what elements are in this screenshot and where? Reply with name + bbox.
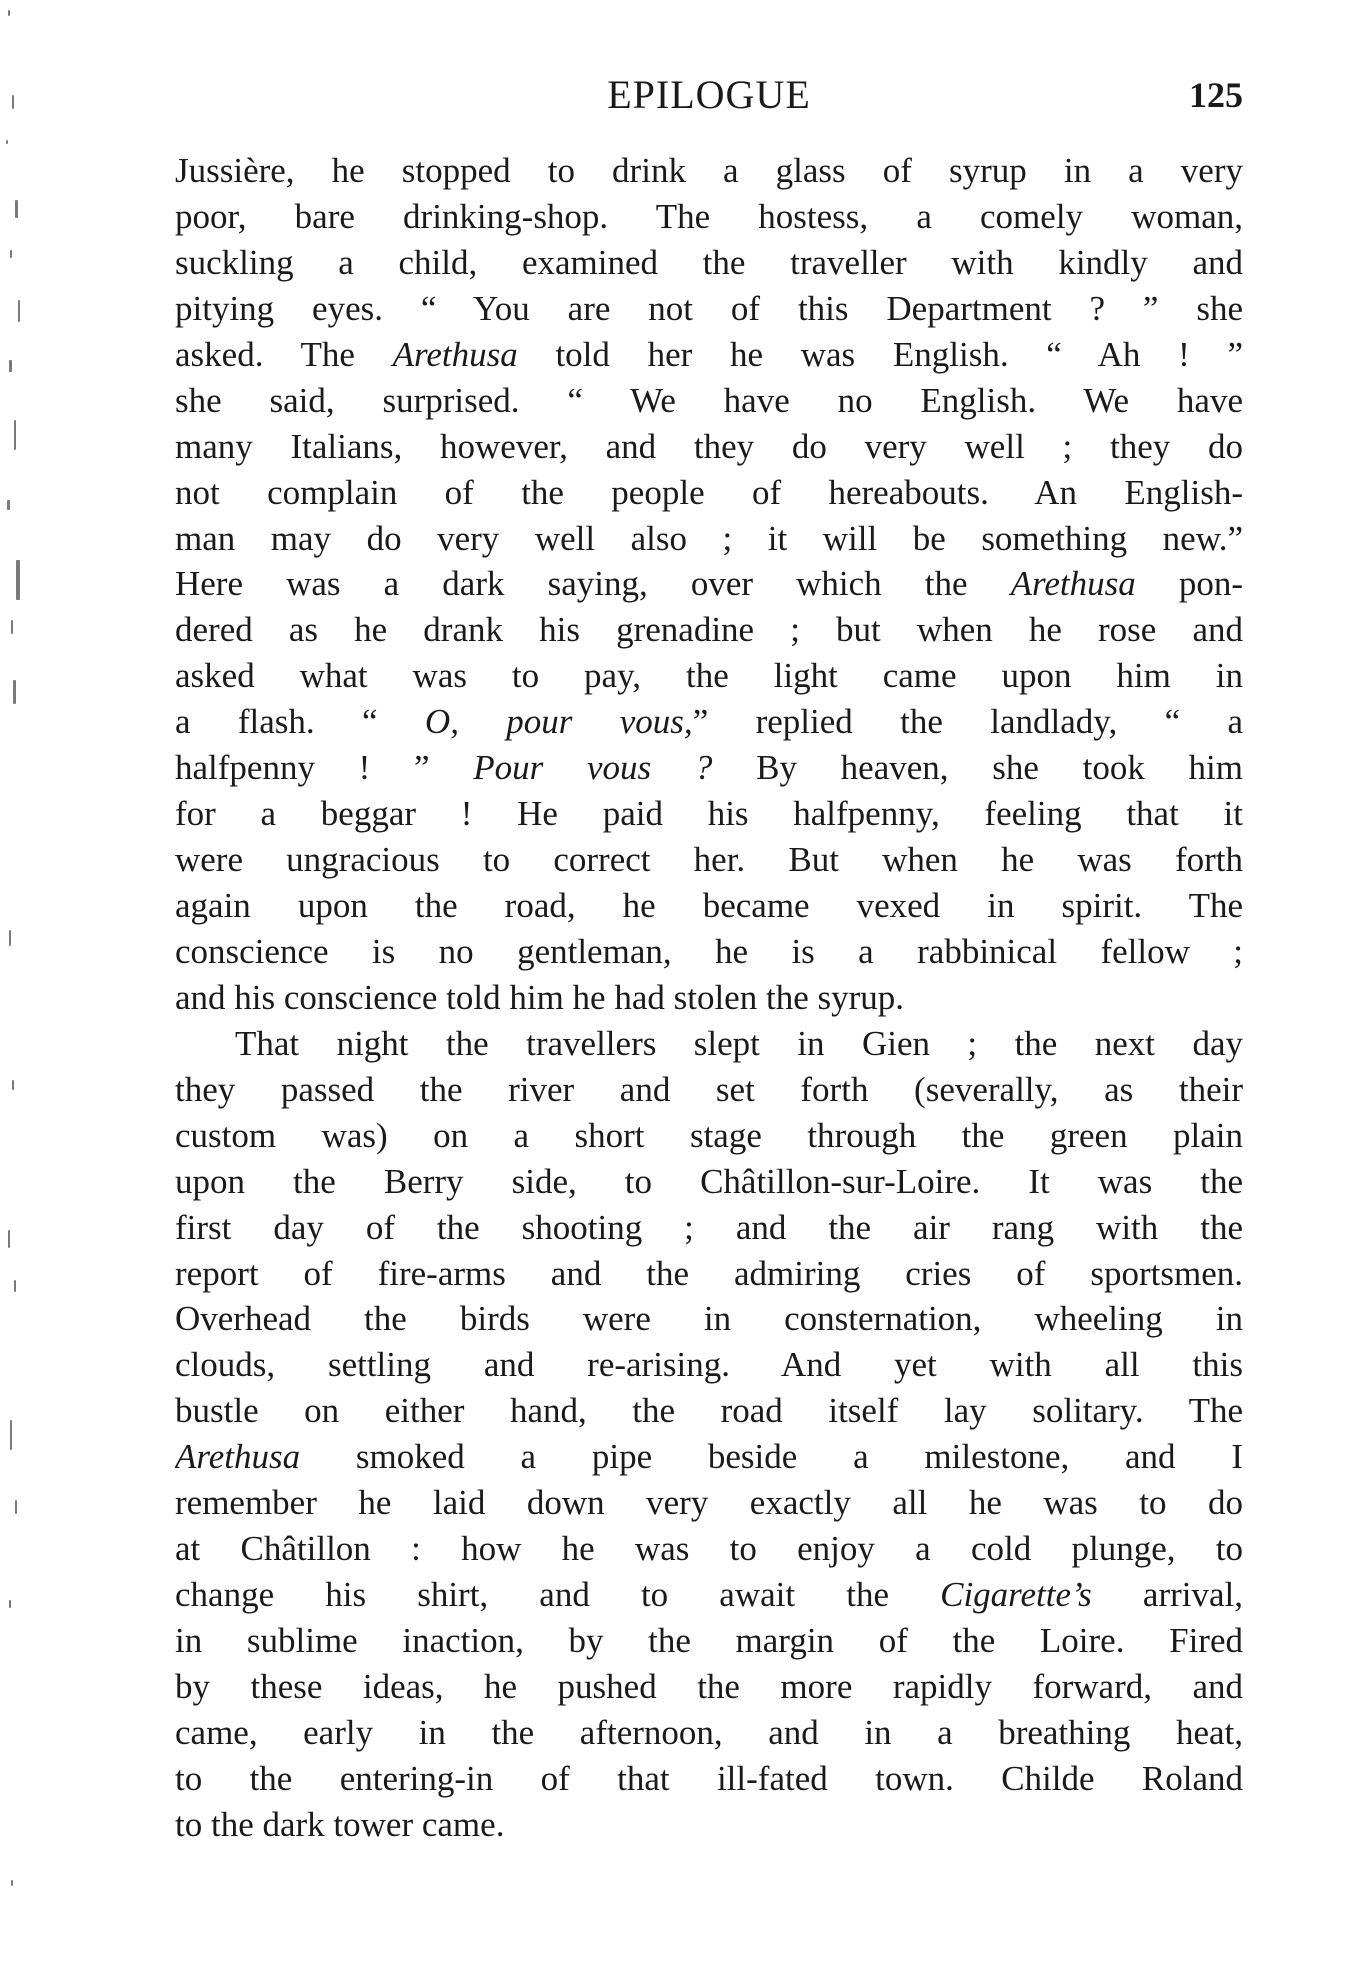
- text-line: [175, 1710, 1243, 1756]
- text-segment: man may do very well also ; it will be something new.”: [175, 518, 1243, 558]
- text-segment: at Châtillon : how he was to enjoy a cold plunge, to: [175, 1529, 1243, 1569]
- text-segment: to the dark tower came.: [175, 1804, 505, 1844]
- scan-speck: [13, 680, 16, 704]
- text-line: [175, 1434, 1243, 1480]
- scan-speck: [10, 1420, 12, 1450]
- text-line: [175, 1205, 1243, 1251]
- text-segment: custom was) on a short stage through the green plain: [175, 1115, 1243, 1155]
- text-segment: Jussière, he stopped to drink a glass of syrup in a very: [175, 151, 1243, 190]
- page-number: 125: [1189, 75, 1243, 115]
- text-line: [175, 791, 1243, 837]
- text-segment: dered as he drank his grenadine ; but when he rose and: [175, 610, 1243, 650]
- italic-text: Arethusa: [1010, 564, 1136, 604]
- text-line: [175, 1664, 1243, 1710]
- paragraph: [175, 1021, 1243, 1848]
- text-line: [175, 148, 1243, 194]
- text-line: [175, 1802, 1243, 1848]
- text-segment: smoked a pipe beside a milestone, and I: [300, 1437, 1243, 1477]
- text-segment: arrival,: [1091, 1575, 1243, 1615]
- text-line: [175, 1480, 1243, 1526]
- italic-text: Arethusa: [392, 334, 518, 374]
- text-line: [175, 1251, 1243, 1297]
- text-line: [175, 1296, 1243, 1342]
- italic-text: Cigarette’s: [940, 1575, 1092, 1615]
- scan-speck: [15, 200, 18, 218]
- text-line: [175, 1388, 1243, 1434]
- scan-speck: [15, 1500, 17, 1514]
- text-line: [175, 1021, 1243, 1067]
- text-line: [175, 1067, 1243, 1113]
- italic-text: Pour vous ?: [473, 748, 713, 788]
- scan-speck: [14, 1280, 16, 1292]
- italic-text: Arethusa: [175, 1437, 301, 1477]
- text-segment: change his shirt, and to await the: [175, 1575, 941, 1615]
- text-line: [175, 745, 1243, 791]
- text-line: [175, 653, 1243, 699]
- text-segment: not complain of the people of hereabouts. An English-: [175, 472, 1243, 512]
- scan-speck: [9, 930, 11, 946]
- text-line: [175, 286, 1243, 332]
- scan-speck: [6, 140, 8, 144]
- text-segment: poor, bare drinking-shop. The hostess, a comely woman,: [175, 196, 1243, 236]
- text-segment: clouds, settling and re-arising. And yet with all this: [175, 1345, 1243, 1385]
- binding-edge: [0, 0, 40, 1967]
- scan-speck: [10, 250, 12, 258]
- text-segment: in sublime inaction, by the margin of the Loire. Fired: [175, 1621, 1243, 1660]
- page-header: [175, 70, 1243, 120]
- scan-speck: [11, 1880, 13, 1886]
- text-line: [175, 883, 1243, 929]
- text-segment: Here was a dark saying, over which the: [175, 564, 1011, 604]
- scan-speck: [9, 1600, 11, 1608]
- text-line: [175, 1113, 1243, 1159]
- text-segment: told her he was English. “ Ah ! ”: [517, 334, 1243, 374]
- scan-speck: [11, 620, 13, 634]
- text-line: [175, 1342, 1243, 1388]
- scan-speck: [12, 95, 14, 109]
- scan-speck: [8, 10, 10, 16]
- text-segment: upon the Berry side, to Châtillon-sur-Loire. It was the: [175, 1161, 1243, 1201]
- text-segment: report of fire-arms and the admiring cries of sportsmen.: [175, 1253, 1243, 1293]
- scan-speck: [12, 1080, 14, 1090]
- scan-speck: [14, 420, 16, 450]
- scan-speck: [7, 500, 10, 510]
- text-line: [175, 1572, 1243, 1618]
- text-segment: halfpenny ! ”: [175, 748, 474, 788]
- text-line: [175, 929, 1243, 975]
- text-line: [175, 194, 1243, 240]
- text-segment: Overhead the birds were in consternation, wheeling in: [175, 1299, 1243, 1339]
- text-segment: By heaven, she took him: [712, 748, 1243, 788]
- text-line: [175, 975, 1243, 1021]
- italic-text: O, pour vous,: [424, 702, 693, 742]
- text-segment: came, early in the afternoon, and in a breathing heat,: [175, 1712, 1243, 1752]
- text-line: [175, 240, 1243, 286]
- text-segment: conscience is no gentleman, he is a rabbinical fellow ;: [175, 931, 1243, 971]
- scan-speck: [16, 560, 20, 600]
- text-segment: they passed the river and set forth (severally, as their: [175, 1069, 1243, 1109]
- text-line: [175, 470, 1243, 516]
- text-line: [175, 699, 1243, 745]
- text-line: [175, 1756, 1243, 1802]
- text-segment: asked what was to pay, the light came upon him in: [175, 656, 1243, 696]
- text-line: [175, 424, 1243, 470]
- paragraph: [175, 148, 1243, 1021]
- text-segment: bustle on either hand, the road itself lay solitary. The: [175, 1391, 1243, 1431]
- text-segment: pitying eyes. “ You are not of this Department ? ” she: [175, 288, 1243, 328]
- text-segment: were ungracious to correct her. But when he was forth: [175, 840, 1243, 880]
- text-segment: by these ideas, he pushed the more rapidly forward, and: [175, 1666, 1243, 1706]
- text-segment: again upon the road, he became vexed in spirit. The: [175, 886, 1243, 925]
- text-segment: That night the travellers slept in Gien ; the next day: [235, 1023, 1243, 1063]
- text-segment: for a beggar ! He paid his halfpenny, feeling that it: [175, 794, 1243, 834]
- text-line: [175, 1618, 1243, 1664]
- text-segment: a flash. “: [175, 702, 425, 742]
- text-line: [175, 837, 1243, 883]
- text-segment: suckling a child, examined the traveller with kindly and: [175, 242, 1243, 282]
- text-line: [175, 1159, 1243, 1205]
- text-line: [175, 378, 1243, 424]
- scan-speck: [18, 300, 20, 322]
- running-title: EPILOGUE: [607, 72, 811, 117]
- text-line: [175, 561, 1243, 607]
- text-segment: asked. The: [175, 334, 393, 374]
- text-line: [175, 332, 1243, 378]
- text-segment: remember he laid down very exactly all he was to do: [175, 1483, 1243, 1523]
- text-segment: first day of the shooting ; and the air rang with the: [175, 1207, 1243, 1247]
- scan-speck: [9, 360, 12, 372]
- text-segment: and his conscience told him he had stolen the syrup.: [175, 977, 905, 1017]
- text-segment: ” replied the landlady, “ a: [692, 702, 1243, 742]
- text-line: [175, 607, 1243, 653]
- text-segment: to the entering-in of that ill-fated town. Childe Roland: [175, 1758, 1243, 1798]
- text-segment: pon-: [1135, 564, 1243, 604]
- text-line: [175, 1526, 1243, 1572]
- text-segment: she said, surprised. “ We have no English. We have: [175, 380, 1243, 420]
- text-line: [175, 516, 1243, 562]
- text-segment: many Italians, however, and they do very well ; they do: [175, 426, 1243, 466]
- scan-speck: [8, 1230, 10, 1248]
- body-text: [175, 148, 1243, 1848]
